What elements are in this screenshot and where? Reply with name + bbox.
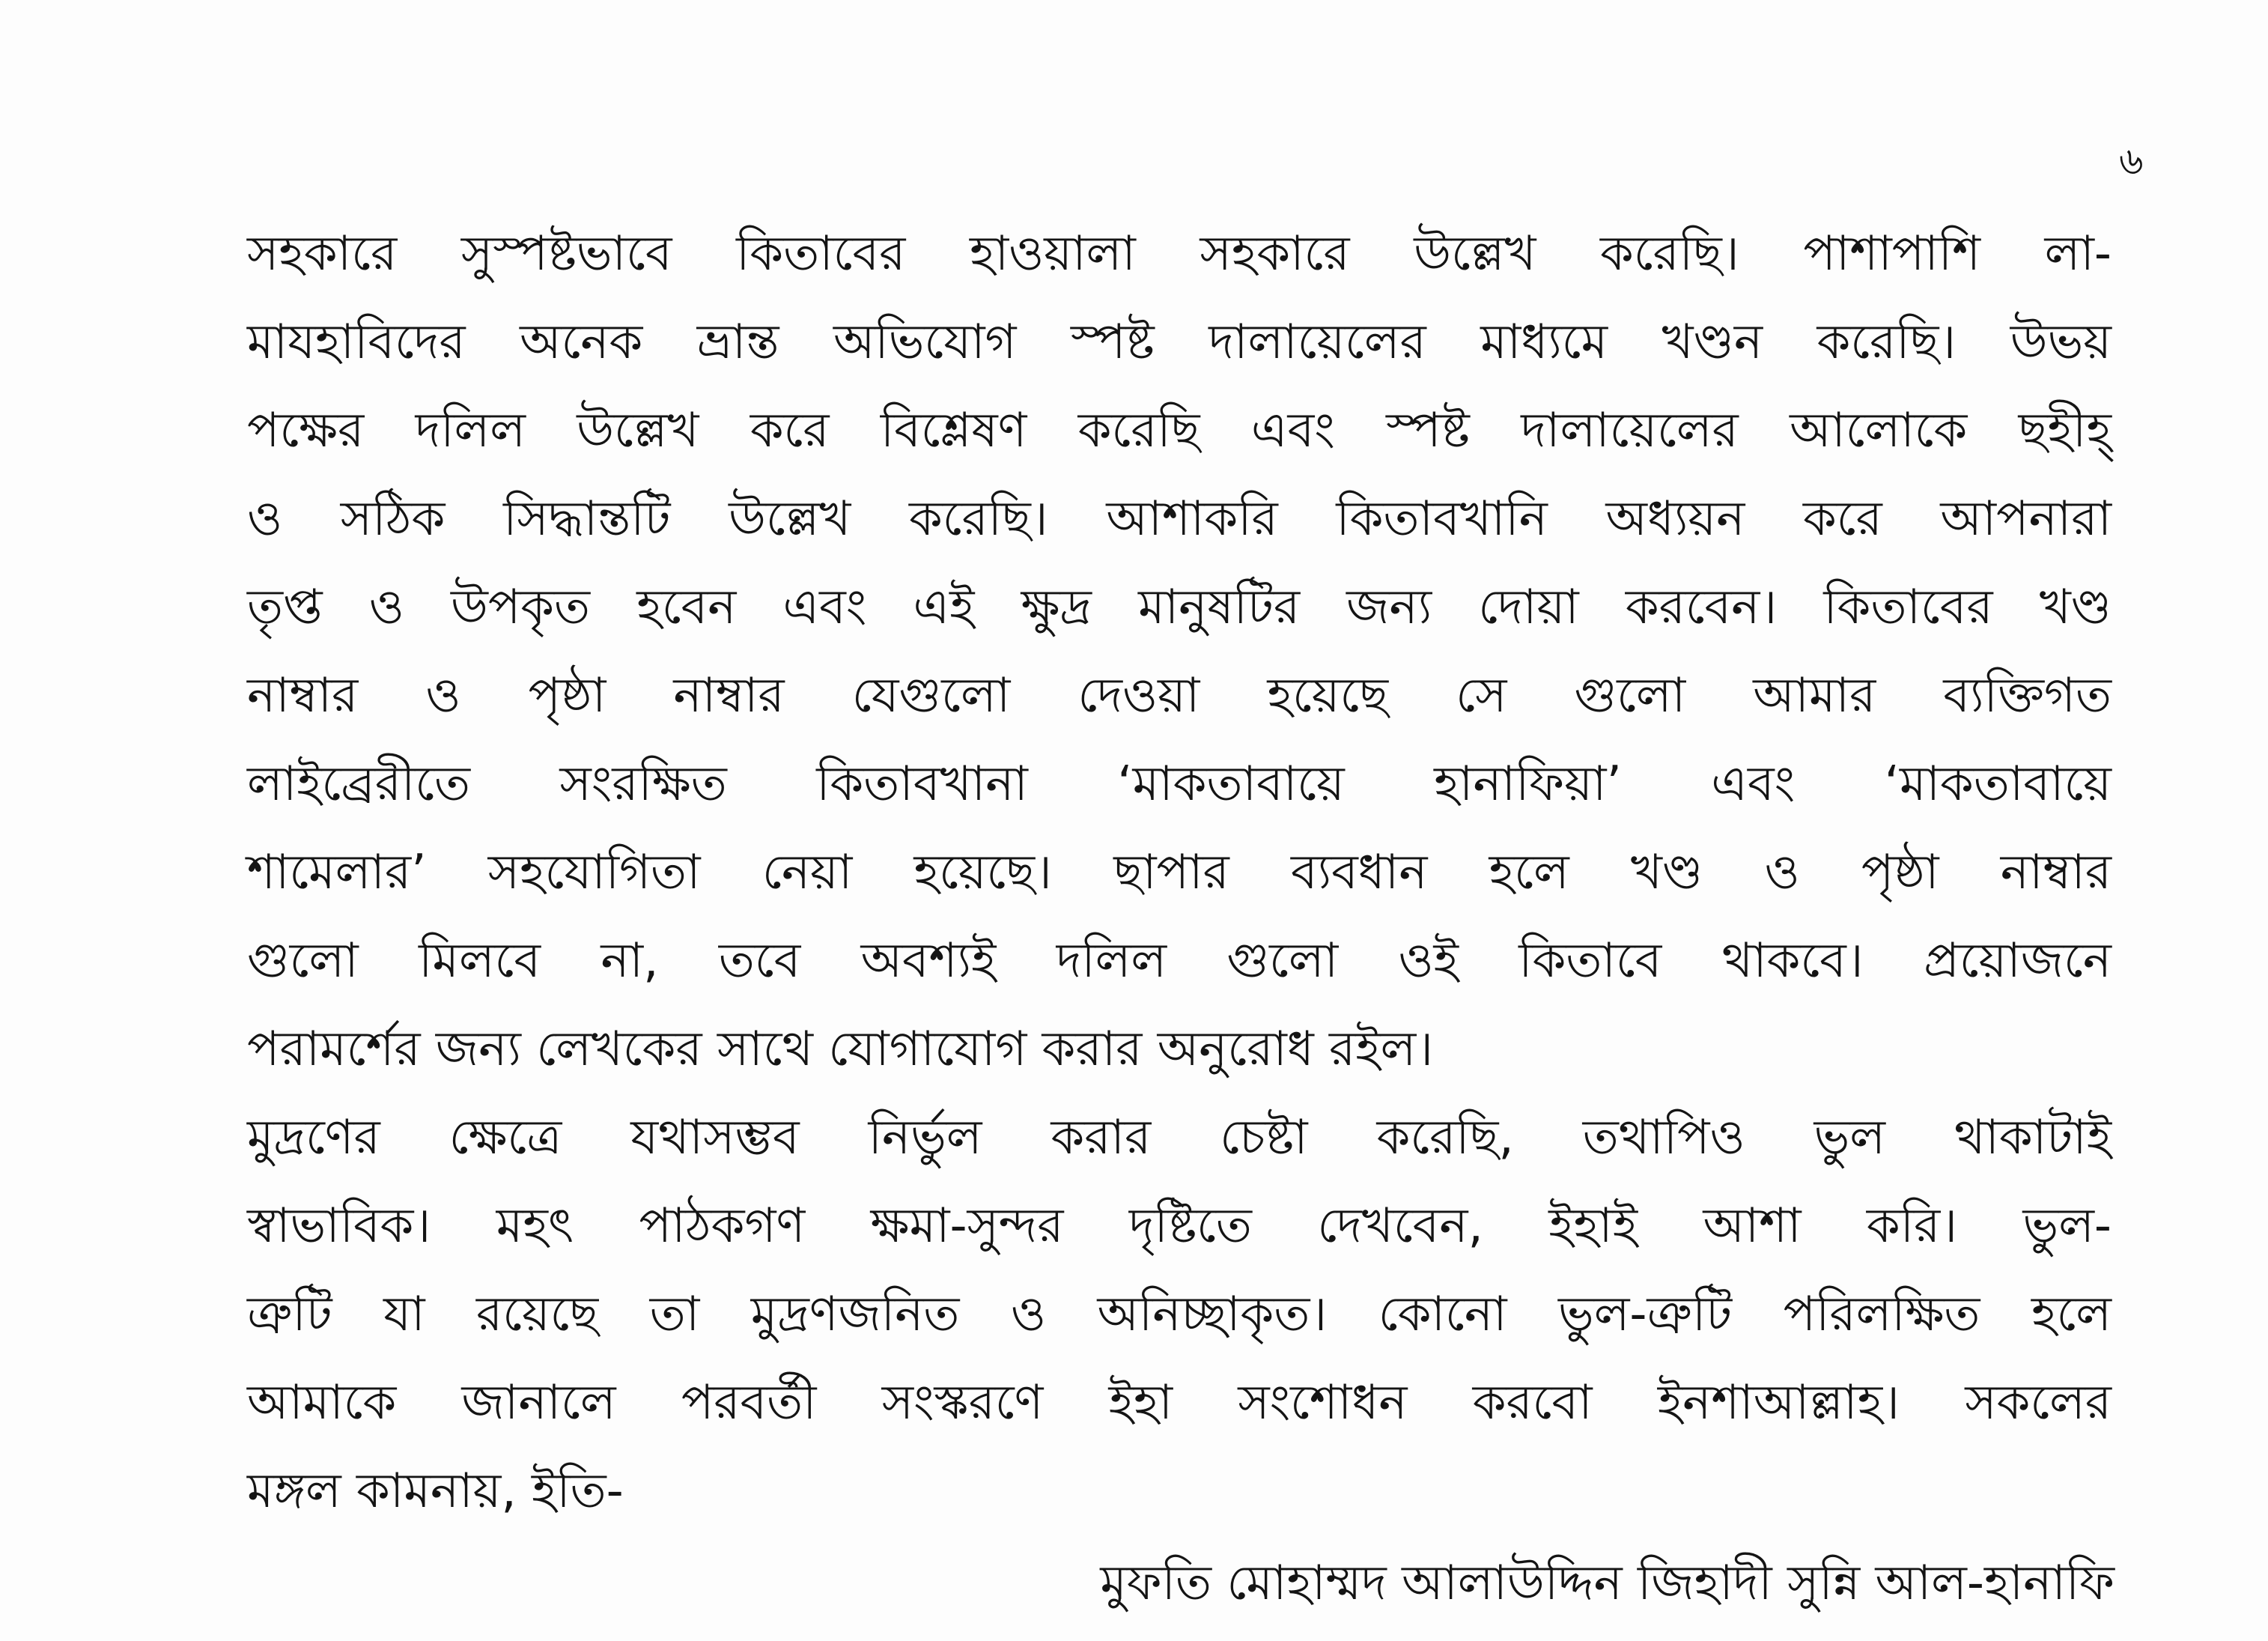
paragraph-2-line-5: মঙ্গল কামনায়, ইতি- [247, 1463, 624, 1519]
page-number: ৬ [2119, 139, 2144, 183]
paragraph-1-line-9: গুলো মিলবে না, তবে অবশ্যই দলিল গুলো ওই কিতাবে থাকবে। প্রয়োজনে [247, 933, 2112, 989]
paragraph-1-line-2: মাযহাবিদের অনেক ভ্রান্ত অভিযোগ স্পষ্ট দালায়েলের মাধ্যমে খণ্ডন করেছি। উভয় [247, 315, 2112, 370]
paragraph-1-line-10: পরামর্শের জন্য লেখকের সাথে যোগাযোগ করার অনুরোধ রইল। [247, 1022, 1434, 1077]
paragraph-2-line-4: আমাকে জানালে পরবর্তী সংস্করণে ইহা সংশোধন করবো ইনশাআল্লাহ। সকলের [247, 1375, 2112, 1431]
paragraph-1-line-3: পক্ষের দলিল উল্লেখ করে বিশ্লেষণ করেছি এবং স্পষ্ট দালায়েলের আলোকে ছহীহ্ [247, 403, 2112, 458]
paragraph-1-line-7: লাইব্রেরীতে সংরক্ষিত কিতাবখানা ‘মাকতাবায়ে হানাফিয়া’ এবং ‘মাকতাবায়ে [247, 756, 2112, 812]
paragraph-2-line-1: মুদ্রণের ক্ষেত্রে যথাসম্ভব নির্ভুল করার চেষ্টা করেছি, তথাপিও ভুল থাকাটাই [247, 1110, 2112, 1165]
paragraph-2-line-2: স্বাভাবিক। মহৎ পাঠকগণ ক্ষমা-সুন্দর দৃষ্টিতে দেখবেন, ইহাই আশা করি। ভুল- [247, 1198, 2112, 1254]
paragraph-1-line-6: নাম্বার ও পৃষ্ঠা নাম্বার যেগুলো দেওয়া হয়েছে সে গুলো আমার ব্যক্তিগত [247, 668, 2112, 724]
paragraph-2-line-3: ত্রুটি যা রয়েছে তা মুদ্রণজনিত ও অনিচ্ছাকৃত। কোনো ভুল-ত্রুটি পরিলক্ষিত হলে [247, 1287, 2112, 1342]
author-signature: মুফতি মোহাম্মদ আলাউদ্দিন জিহাদী সুন্নি আল-হানাফি [1100, 1556, 2115, 1611]
paragraph-1-line-4: ও সঠিক সিদ্ধান্তটি উল্লেখ করেছি। আশাকরি কিতাবখানি অধ্যয়ন করে আপনারা [247, 491, 2112, 547]
paragraph-1-line-8: শামেলার’ সহযোগিতা নেয়া হয়েছে। ছাপার ব্যবধান হলে খণ্ড ও পৃষ্ঠা নাম্বার [247, 845, 2112, 900]
paragraph-1-line-1: সহকারে সুস্পষ্টভাবে কিতাবের হাওয়ালা সহকারে উল্লেখ করেছি। পাশাপাশি লা- [247, 226, 2112, 282]
paragraph-1-line-5: তৃপ্ত ও উপকৃত হবেন এবং এই ক্ষুদ্র মানুষটির জন্য দোয়া করবেন। কিতাবের খণ্ড [247, 580, 2112, 635]
body-text [247, 210, 2112, 1535]
